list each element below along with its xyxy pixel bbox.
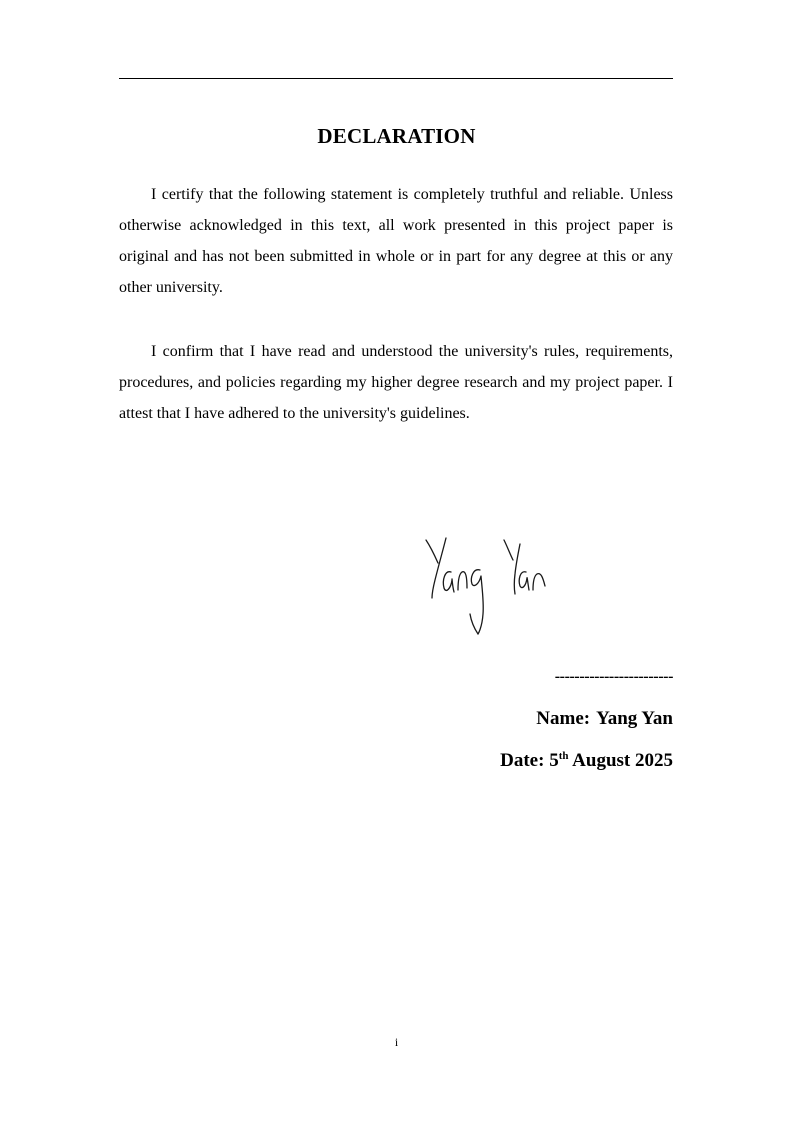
declaration-paragraph-2: I confirm that I have read and understood the university's rules, requirements, procedures, and policies regarding my higher degree research and my project paper. I attest that I have adhered to the university's guidelines. bbox=[119, 343, 673, 422]
header-rule bbox=[119, 78, 673, 79]
date-label: Date: bbox=[500, 750, 545, 771]
declaration-paragraph-1: I certify that the following statement is completely truthful and reliable. Unless otherwise acknowledged in this text, all work presented in this project paper is original and has not been submitted in whole or in part for any degree at this or any other university. bbox=[119, 186, 673, 296]
signature-line: ------------------------ bbox=[554, 668, 673, 685]
name-value: Yang Yan bbox=[596, 708, 673, 729]
signature-date bbox=[500, 750, 673, 772]
signatory-name bbox=[536, 708, 673, 730]
page-title: DECLARATION bbox=[317, 124, 476, 148]
date-day: 5 bbox=[549, 750, 559, 771]
date-day-suffix: th bbox=[558, 750, 569, 762]
name-label: Name: bbox=[536, 708, 591, 729]
page-number: i bbox=[394, 1035, 399, 1049]
handwritten-signature bbox=[418, 530, 568, 642]
date-month-year: August 2025 bbox=[572, 750, 673, 771]
